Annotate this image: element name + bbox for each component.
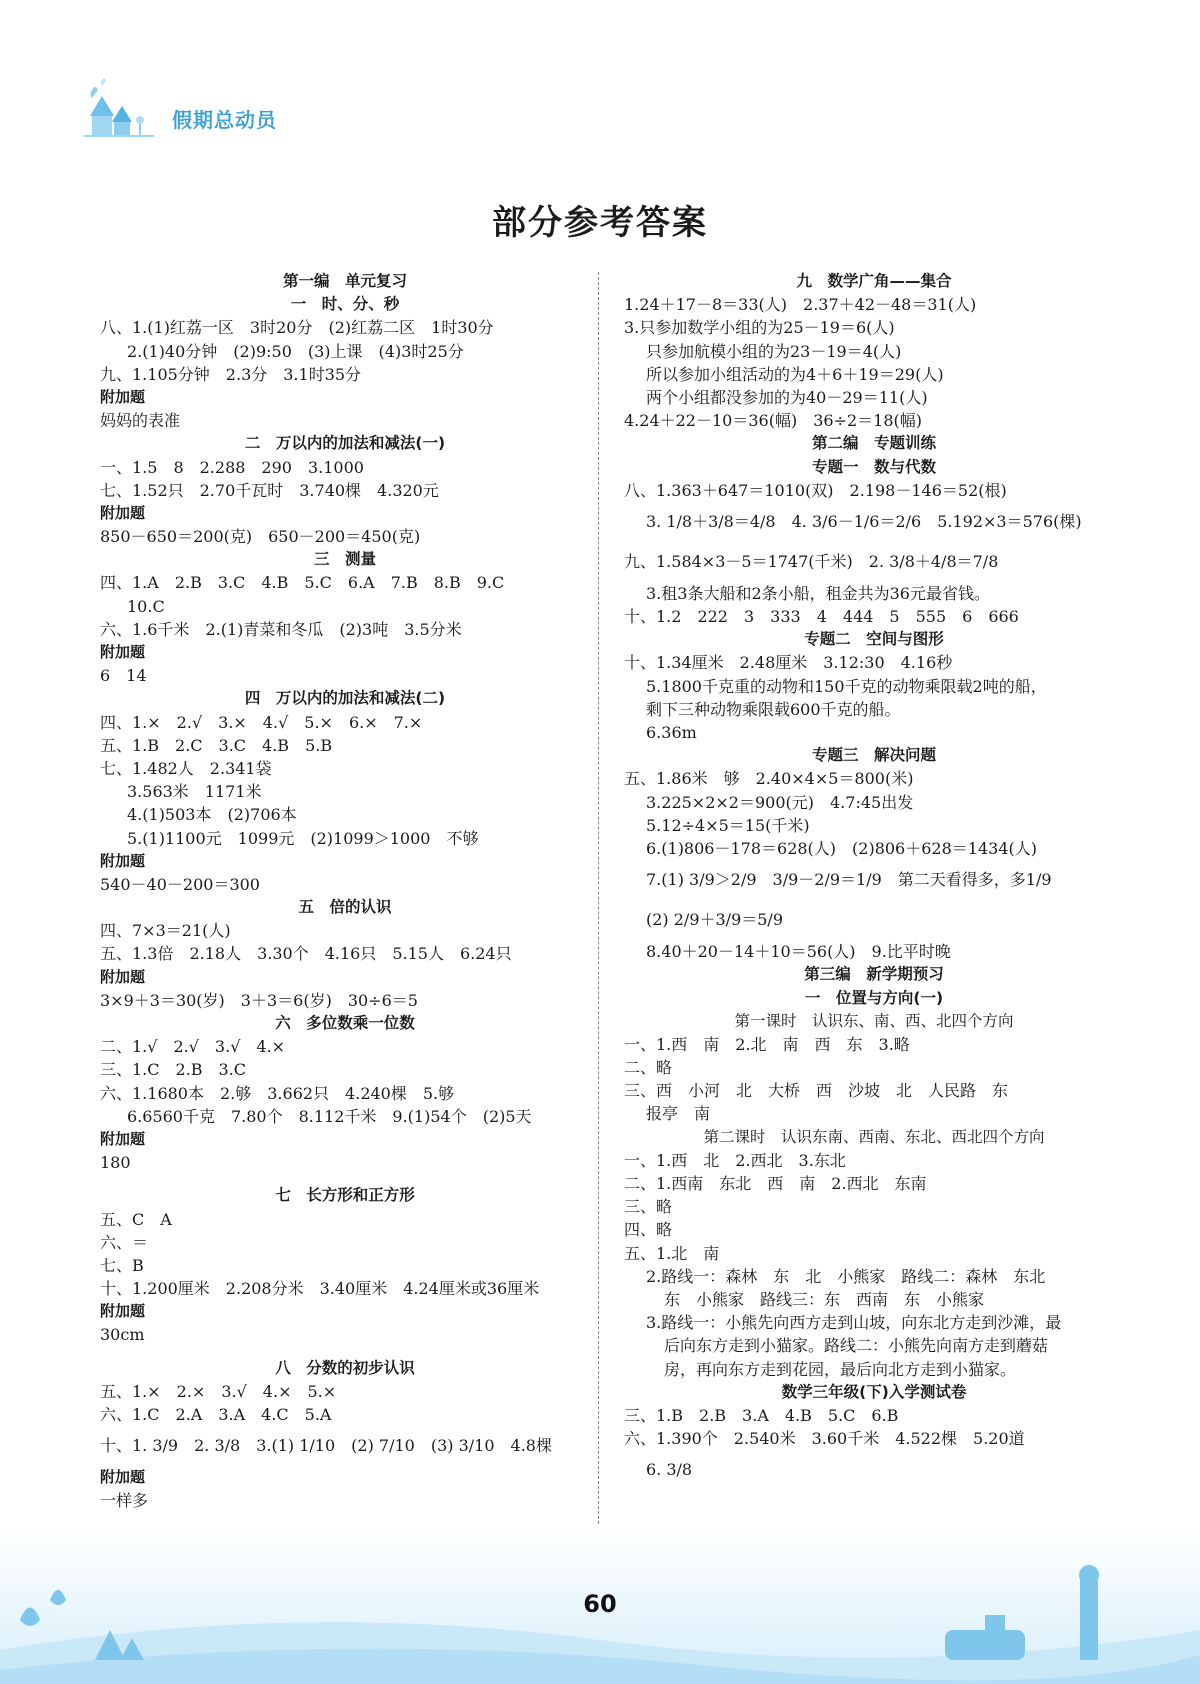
answer-line: 5.(1)1100元 1099元 (2)1099＞1000 不够 — [127, 828, 479, 848]
answer-line: 所以参加小组活动的为4＋6＋19＝29(人) — [646, 364, 944, 384]
section-heading: 七 长方形和正方形 — [275, 1186, 415, 1205]
answer-line: 五、C A — [100, 1209, 172, 1229]
answer-line: 二、略 — [624, 1058, 673, 1078]
answer-line: 10.C — [127, 596, 165, 616]
answer-line: 六、1.6千米 2.(1)青菜和冬瓜 (2)3吨 3.5分米 — [100, 619, 462, 639]
bonus-label: 附加题 — [100, 851, 146, 870]
answer-line: 五、1.× 2.× 3.√ 4.× 5.× — [100, 1381, 337, 1401]
answer-line: 四、1.× 2.√ 3.× 4.√ 5.× 6.× 7.× — [100, 712, 423, 732]
answer-line: 五、1.北 南 — [624, 1243, 720, 1263]
answer-line: 只参加航模小组的为23－19＝4(人) — [646, 341, 902, 361]
section-heading: 第三编 新学期预习 — [804, 965, 944, 984]
lesson-heading: 第一课时 认识东、南、西、北四个方向 — [734, 1011, 1014, 1030]
bonus-label: 附加题 — [100, 503, 146, 522]
answer-line: 十、1.200厘米 2.208分米 3.40厘米 4.24厘米或36厘米 — [100, 1279, 540, 1299]
section-heading: 五 倍的认识 — [298, 898, 392, 917]
lesson-heading: 第二课时 认识东南、西南、东北、西北四个方向 — [703, 1127, 1045, 1146]
section-heading: 八 分数的初步认识 — [275, 1358, 415, 1377]
fraction-answer-line: 九、1.584×3－5＝1747(千米) 2. 3/8＋4/8＝7/8 — [624, 551, 999, 571]
answer-line: 十、1.2 222 3 333 4 444 5 555 6 666 — [624, 607, 1019, 627]
answer-line: 东 小熊家 路线三：东 西南 东 小熊家 — [664, 1289, 985, 1309]
answer-line: 一、1.西 南 2.北 南 西 东 3.略 — [624, 1034, 910, 1054]
answer-line: 五、1.3倍 2.18人 3.30个 4.16只 5.15人 6.24只 — [100, 944, 512, 964]
answer-line: 二、1.√ 2.√ 3.√ 4.× — [100, 1037, 286, 1057]
answer-line: 三、略 — [624, 1197, 673, 1217]
bonus-label: 附加题 — [100, 643, 146, 661]
answer-line: 八、1.363＋647＝1010(双) 2.198－146＝52(根) — [624, 480, 1007, 500]
answer-line: 七、B — [100, 1255, 144, 1275]
section-heading: 九 数学广角——集合 — [796, 272, 952, 290]
answer-line: 三、1.B 2.B 3.A 4.B 5.C 6.B — [624, 1405, 899, 1425]
answer-line: 4.24＋22－10＝36(幅) 36÷2＝18(幅) — [624, 411, 922, 431]
answer-line: 房，再向东方走到花园，最后向北方走到小猫家。 — [664, 1359, 1017, 1379]
left-column — [100, 270, 590, 1513]
bonus-label: 附加题 — [100, 1468, 146, 1487]
page-title: 部分参考答案 — [492, 203, 708, 243]
answer-line: 6.6560千克 7.80个 8.112千米 9.(1)54个 (2)5天 — [127, 1106, 532, 1126]
section-heading: 专题二 空间与图形 — [804, 630, 944, 649]
answer-line: 二、1.西南 东北 西 南 2.西北 东南 — [624, 1174, 927, 1193]
answer-line: 剩下三种动物乘限载600千克的船。 — [646, 699, 901, 719]
answer-line: 3.路线一：小熊先向西方走到山坡，向东北方走到沙滩，最 — [646, 1313, 1062, 1333]
answer-line: 三、1.C 2.B 3.C — [100, 1060, 247, 1080]
section-heading: 一 位置与方向(一) — [804, 988, 944, 1007]
fraction-answer-line: (2) 2/9＋3/9＝5/9 — [646, 910, 784, 930]
answer-line: 七、1.482人 2.341袋 — [100, 758, 272, 778]
section-heading: 第一编 单元复习 — [282, 272, 407, 290]
bonus-label: 附加题 — [100, 967, 146, 986]
answer-line: 5.1800千克重的动物和150千克的动物乘限载2吨的船， — [646, 676, 1047, 696]
section-heading: 专题一 数与代数 — [811, 457, 936, 476]
section-heading: 数学三年级(下)入学测试卷 — [781, 1382, 967, 1401]
answer-line: 两个小组都没参加的为40－29＝11(人) — [646, 387, 928, 407]
section-heading: 二 万以内的加法和减法(一) — [244, 434, 446, 453]
section-heading: 一 时、分、秒 — [290, 295, 400, 314]
answer-line: 四、略 — [624, 1220, 673, 1240]
answer-line: 4.(1)503本 (2)706本 — [127, 805, 297, 825]
answer-line: 一、1.西 北 2.西北 3.东北 — [624, 1150, 846, 1170]
answer-line: 七、1.52只 2.70千瓦时 3.740棵 4.320元 — [100, 480, 439, 500]
bonus-label: 附加题 — [100, 1129, 146, 1148]
answer-line: 3×9＋3＝30(岁) 3＋3＝6(岁) 30÷6＝5 — [100, 990, 418, 1010]
answer-line: 四、1.A 2.B 3.C 4.B 5.C 6.A 7.B 8.B 9.C — [100, 573, 505, 593]
answer-line: 3.563米 1171米 — [127, 782, 262, 802]
answer-line: 五、1.86米 够 2.40×4×5＝800(米) — [624, 769, 914, 789]
answer-line: 一样多 — [100, 1491, 149, 1511]
answer-line: 3.租3条大船和2条小船，租金共为36元最省钱。 — [646, 583, 990, 603]
section-heading: 四 万以内的加法和减法(二) — [244, 689, 446, 708]
section-heading: 六 多位数乘一位数 — [275, 1014, 415, 1032]
answer-line: 九、1.105分钟 2.3分 3.1时35分 — [100, 364, 362, 384]
answer-line: 六、＝ — [100, 1232, 149, 1252]
answer-line: 30cm — [100, 1325, 145, 1345]
fraction-answer-line: 3. 1/8＋3/8＝4/8 4. 3/6－1/6＝2/6 5.192×3＝576(棵) — [646, 511, 1082, 531]
fraction-answer-line: 6. 3/8 — [646, 1460, 693, 1480]
section-heading: 三 测量 — [313, 550, 376, 569]
answer-line: 六、1.390个 2.540米 3.60千米 4.522棵 5.20道 — [624, 1429, 1025, 1449]
column-divider — [598, 272, 599, 1524]
answer-line: 8.40＋20－14＋10＝56(人) 9.比平时晚 — [646, 942, 951, 962]
answer-line: 妈妈的表准 — [100, 411, 181, 431]
brand-title: 假期总动员 — [172, 108, 277, 132]
answer-line: 3.225×2×2＝900(元) 4.7:45出发 — [646, 792, 914, 812]
answer-line: 三、西 小河 北 大桥 西 沙坡 北 人民路 东 — [624, 1081, 1009, 1101]
page-number: 60 — [583, 1590, 617, 1618]
bonus-label: 附加题 — [100, 387, 146, 406]
answer-line: 六、1.1680本 2.够 3.662只 4.240棵 5.够 — [100, 1083, 455, 1103]
answer-line: 后向东方走到小猫家。路线二：小熊先向南方走到蘑菇 — [664, 1336, 1049, 1356]
answer-line: 报亭 南 — [646, 1104, 711, 1124]
answer-line: 850－650＝200(克) 650－200＝450(克) — [100, 527, 421, 547]
answer-line: 3.只参加数学小组的为25－19＝6(人) — [624, 318, 895, 338]
fraction-answer-line: 十、1. 3/9 2. 3/8 3.(1) 1/10 (2) 7/10 (3) 3/10 4.8棵 — [100, 1436, 552, 1456]
answer-line: 1.24＋17－8＝33(人) 2.37＋42－48＝31(人) — [624, 295, 977, 315]
section-heading: 专题三 解决问题 — [811, 746, 936, 765]
answer-line: 2.路线一：森林 东 北 小熊家 路线二：森林 东北 — [646, 1266, 1046, 1286]
bonus-label: 附加题 — [100, 1302, 146, 1321]
answer-line: 十、1.34厘米 2.48厘米 3.12:30 4.16秒 — [624, 653, 953, 673]
answer-line: 6 14 — [100, 666, 147, 686]
answer-line: 180 — [100, 1153, 131, 1173]
fraction-answer-line: 7.(1) 3/9＞2/9 3/9－2/9＝1/9 第二天看得多，多1/9 — [646, 870, 1052, 890]
answer-line: 四、7×3＝21(人) — [100, 921, 231, 941]
answer-line: 五、1.B 2.C 3.C 4.B 5.B — [100, 735, 333, 755]
answer-line: 6.(1)806－178＝628(人) (2)806＋628＝1434(人) — [646, 838, 1037, 858]
answer-line: 540－40－200＝300 — [100, 874, 260, 894]
answer-line: 6.36m — [646, 723, 697, 742]
answer-line: 一、1.5 8 2.288 290 3.1000 — [100, 457, 364, 477]
right-column — [624, 270, 1124, 1490]
answer-line: 2.(1)40分钟 (2)9:50 (3)上课 (4)3时25分 — [127, 341, 464, 361]
answer-line: 5.12÷4×5＝15(千米) — [646, 815, 810, 835]
answer-line: 六、1.C 2.A 3.A 4.C 5.A — [100, 1405, 332, 1424]
answer-line: 八、1.(1)红荔一区 3时20分 (2)红荔二区 1时30分 — [100, 318, 494, 338]
section-heading: 第二编 专题训练 — [811, 434, 936, 453]
